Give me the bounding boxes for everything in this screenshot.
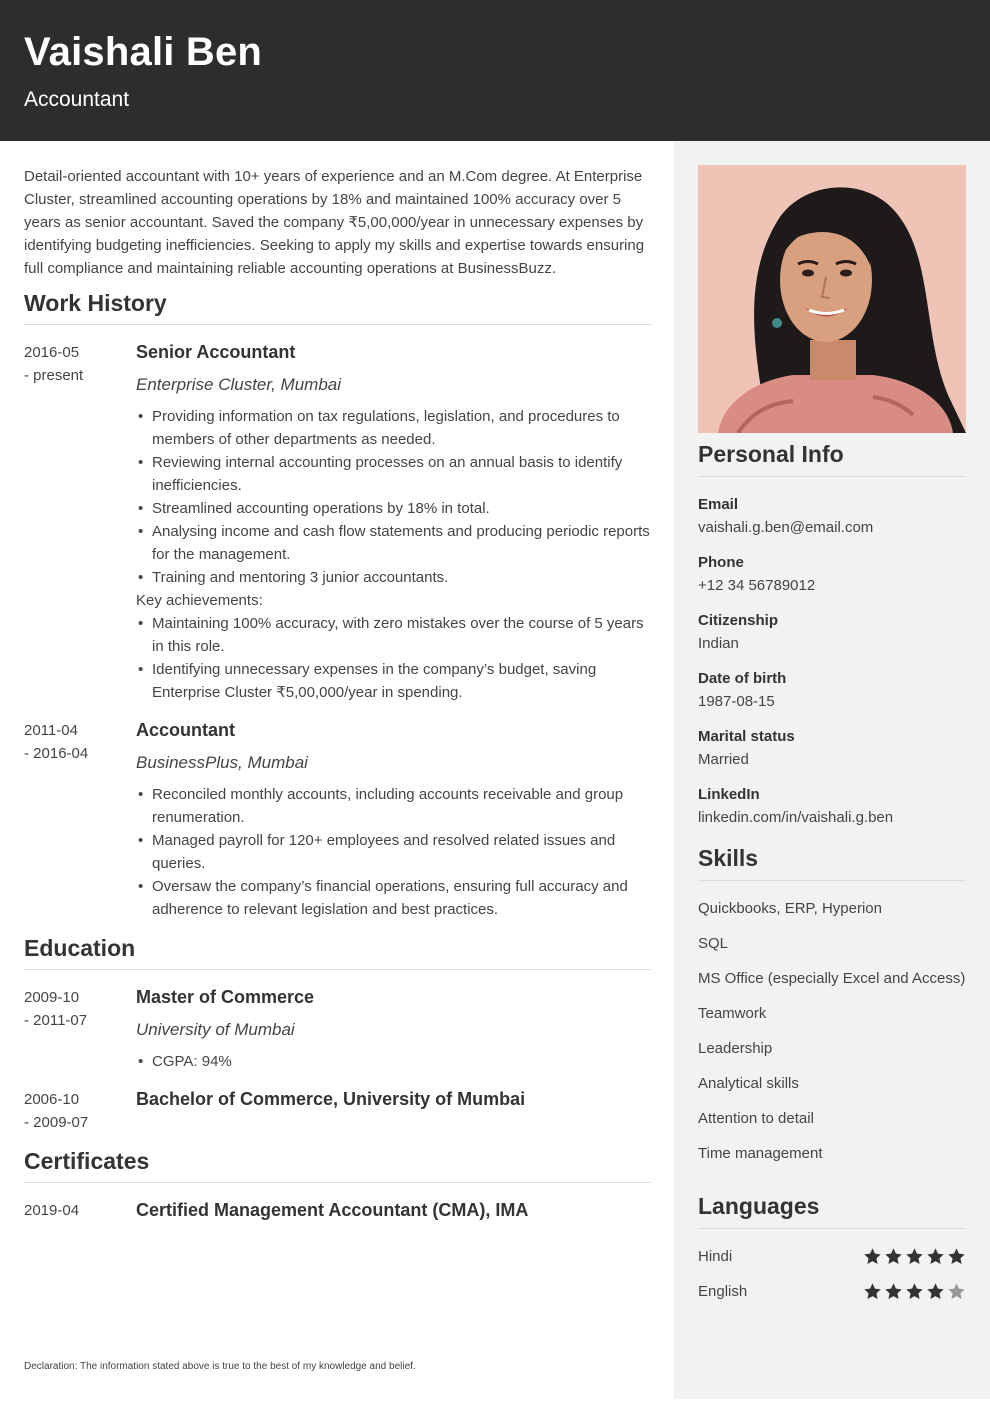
job-organization: BusinessPlus, Mumbai [136,753,308,772]
job-entry [24,340,651,704]
phone-value: +12 34 56789012 [698,577,816,594]
certificate-date: 2019-04 [24,1202,80,1219]
info-marital-status [698,725,966,771]
education-details [136,1050,651,1073]
date-start: 2009-10 [24,989,80,1006]
school-name: University of Mumbai [136,1020,295,1039]
info-label: LinkedIn [698,786,760,803]
list-item: • Streamlined accounting operations by 18% in total. [136,497,651,520]
education-dates [24,985,136,1073]
skill-item: Analytical skills [698,1075,799,1092]
date-end: - 2011-07 [24,1012,88,1029]
job-achievements [136,612,651,704]
list-item: • Reconciled monthly accounts, including accounts receivable and group renumeration. [136,783,651,829]
languages-section [698,1193,966,1315]
section-title: Education [24,935,651,970]
degree-name: Master of Commerce [136,987,315,1007]
date-end: - present [24,367,84,384]
info-label: Phone [698,554,744,571]
skill-item: Attention to detail [698,1110,814,1127]
language-name: Hindi [698,1248,733,1265]
professional-summary: Detail-oriented accountant with 10+ years of experience and an M.Com degree. At Enterprise Cluster, streamlined accounting operations by 18% and maintained 100% accuracy over 5 years as senior accountant. Saved the company ₹5,00,000/year in unnecessary expenses by identifying budgeting inefficiencies. Seeking to apply my skills and expertise towards ensuring full compliance and maintaining reliable accounting operations at BusinessBuzz. [24,168,645,277]
star-filled-icon [863,1282,882,1301]
candidate-title: Accountant [24,88,130,111]
skill-item: Leadership [698,1040,773,1057]
star-filled-icon [926,1247,945,1266]
list-item: • Analysing income and cash flow statements and producing periodic reports for the management. [136,520,651,566]
section-title: Skills [698,845,966,881]
info-label: Date of birth [698,670,787,687]
info-label: Citizenship [698,612,779,629]
linkedin-link[interactable]: linkedin.com/in/vaishali.g.ben [698,809,894,826]
marital-status-value: Married [698,751,749,768]
date-end: - 2016-04 [24,745,89,762]
language-item [698,1280,966,1303]
star-filled-icon [884,1247,903,1266]
list-item: • Providing information on tax regulations, legislation, and procedures to members of other departments as needed. [136,405,651,451]
list-item: • Managed payroll for 120+ employees and resolved related issues and queries. [136,829,651,875]
star-filled-icon [884,1282,903,1301]
list-item: • Training and mentoring 3 junior accountants. [136,566,651,589]
main-column [24,165,651,1237]
info-email [698,493,966,539]
skill-item: MS Office (especially Excel and Access) [698,970,966,987]
work-history-section [24,290,651,921]
section-title: Personal Info [698,441,966,477]
resume-header [0,0,990,141]
profile-photo [698,165,966,433]
list-item: • Oversaw the company’s financial operations, ensuring full accuracy and adherence to relevant legislation and best practices. [136,875,651,921]
rating-stars [863,1282,966,1301]
certificate-name: Certified Management Accountant (CMA), IMA [136,1200,529,1220]
star-filled-icon [905,1282,924,1301]
star-filled-icon [947,1247,966,1266]
star-filled-icon [863,1247,882,1266]
star-filled-icon [926,1282,945,1301]
education-entry [24,985,651,1073]
education-entry [24,1087,651,1134]
degree-name: Bachelor of Commerce, University of Mumbai [136,1089,526,1109]
language-name: English [698,1283,748,1300]
certificate-entry [24,1198,651,1223]
job-dates [24,340,136,704]
section-title: Work History [24,290,651,325]
list-item: • Reviewing internal accounting processes on an annual basis to identify inefficiencies. [136,451,651,497]
info-label: Email [698,496,739,513]
date-start: 2011-04 [24,722,78,739]
date-end: - 2009-07 [24,1114,89,1131]
section-title: Languages [698,1193,966,1229]
skill-item: SQL [698,935,729,952]
section-title: Certificates [24,1148,651,1183]
dob-value: 1987-08-15 [698,693,775,710]
skill-item: Quickbooks, ERP, Hyperion [698,900,882,917]
personal-info-section [698,441,966,841]
achievements-label: Key achievements: [136,592,263,609]
info-citizenship [698,609,966,655]
info-label: Marital status [698,728,795,745]
job-organization: Enterprise Cluster, Mumbai [136,375,342,394]
job-dates [24,718,136,921]
job-entry [24,718,651,921]
star-empty-icon [947,1282,966,1301]
skill-item: Time management [698,1145,823,1162]
list-item: • Maintaining 100% accuracy, with zero mistakes over the course of 5 years in this role. [136,612,651,658]
candidate-name: Vaishali Ben [24,30,263,74]
declaration-text: Declaration: The information stated above is true to the best of my knowledge and belief. [24,1361,416,1372]
rating-stars [863,1247,966,1266]
job-position: Senior Accountant [136,342,296,362]
job-responsibilities [136,405,651,589]
certificates-section [24,1148,651,1223]
star-filled-icon [905,1247,924,1266]
job-position: Accountant [136,720,235,740]
skills-section [698,845,966,1177]
education-section [24,935,651,1134]
language-item [698,1245,966,1268]
date-start: 2016-05 [24,344,80,361]
info-date-of-birth [698,667,966,713]
list-item: • Identifying unnecessary expenses in the company’s budget, saving Enterprise Cluster ₹5,00,000/year in spending. [136,658,651,704]
date-start: 2006-10 [24,1091,80,1108]
citizenship-value: Indian [698,635,739,652]
skill-item: Teamwork [698,1005,767,1022]
job-responsibilities [136,783,651,921]
info-phone [698,551,966,597]
list-item: • CGPA: 94% [136,1050,651,1073]
education-dates [24,1087,136,1134]
info-linkedin [698,783,966,829]
email-value[interactable]: vaishali.g.ben@email.com [698,519,874,536]
